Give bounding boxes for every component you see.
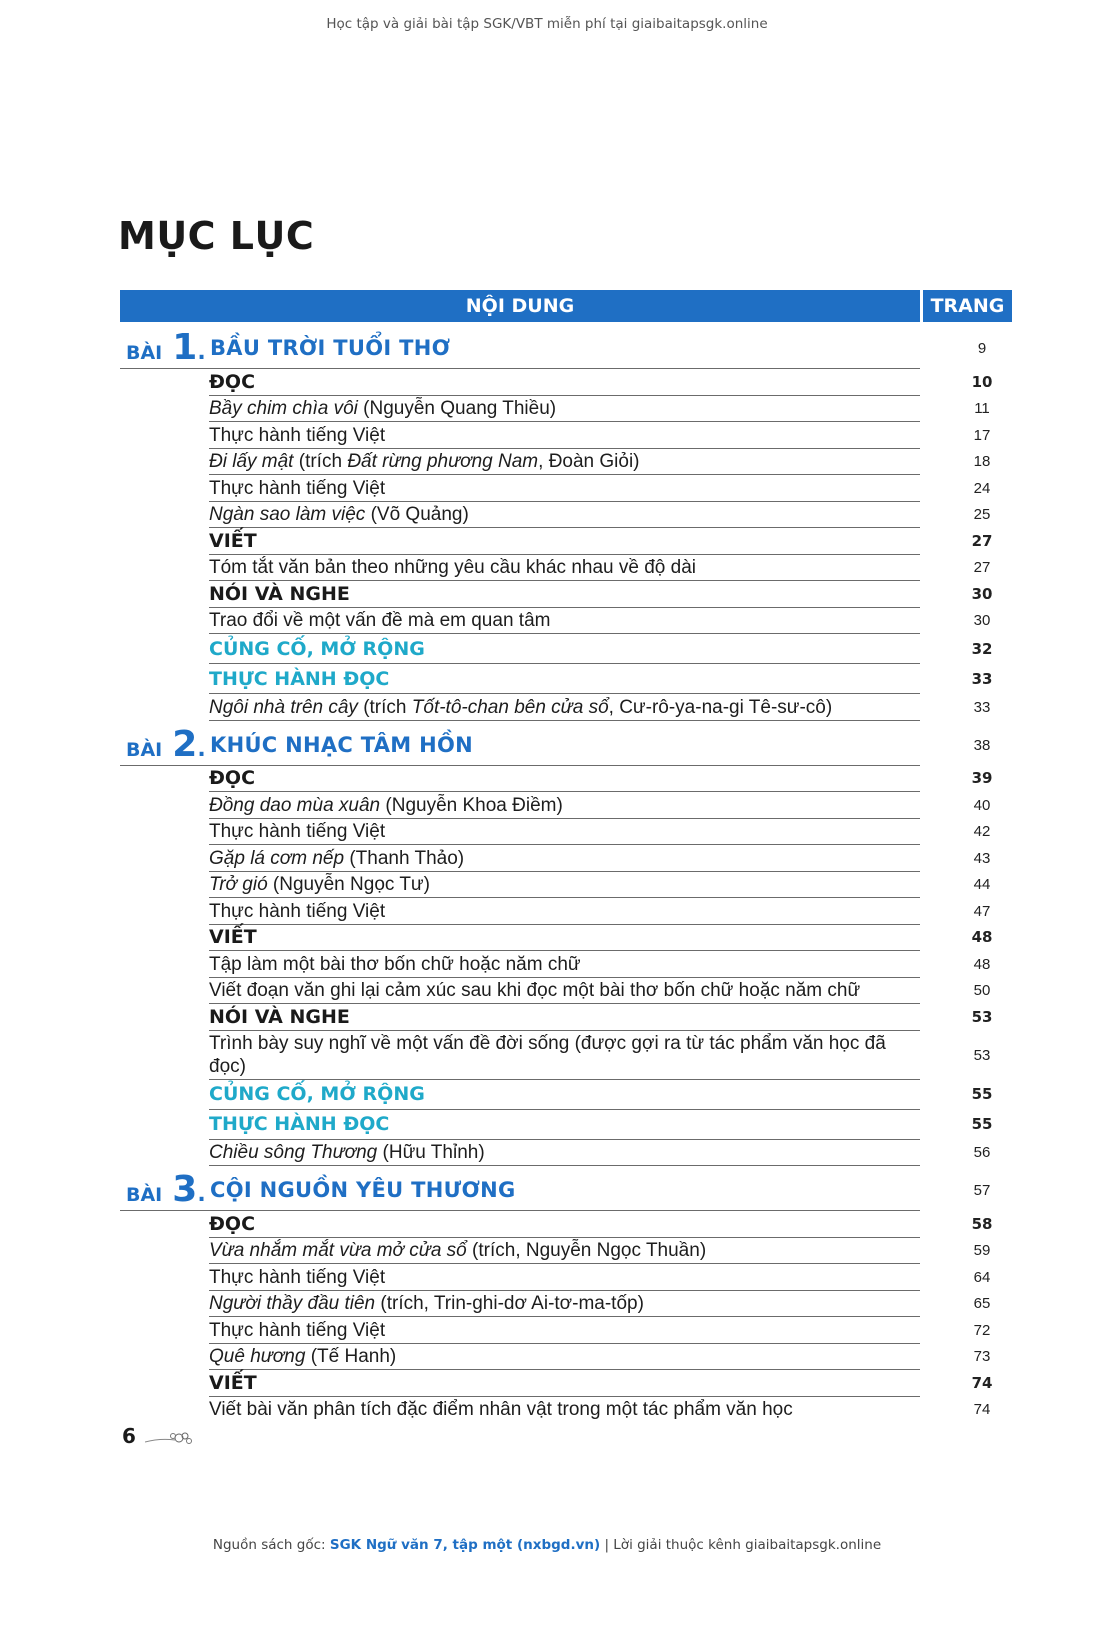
page-ref: 44 — [973, 876, 991, 894]
page-ref: 27 — [973, 559, 991, 577]
lesson-word: BÀI — [126, 1184, 163, 1206]
toc-item-row[interactable] — [209, 608, 991, 635]
item-detail-secondary: , Cư-rô-ya-na-gi Tê-sư-cô) — [608, 696, 833, 718]
item-detail-secondary: , Đoàn Giỏi) — [538, 451, 640, 473]
lesson-label: BÀI 2 . — [120, 727, 210, 763]
page-ref: 57 — [973, 1182, 991, 1199]
item-text — [209, 1266, 385, 1289]
page-ref: 55 — [971, 1115, 993, 1133]
lesson-number: 1 — [172, 327, 198, 368]
item-detail: (Nguyễn Ngọc Tư) — [267, 874, 430, 896]
page-column-header: TRANG — [923, 290, 1012, 322]
lesson-heading[interactable] — [120, 327, 987, 369]
item-detail: (trích, Trin-ghi-dơ Ai-tơ-ma-tốp) — [375, 1293, 644, 1315]
item-text — [209, 424, 385, 447]
page-ref: 56 — [973, 1144, 991, 1162]
work-title: Bầy chim chìa vôi — [209, 398, 358, 420]
lesson-label: BÀI 3 . — [120, 1172, 210, 1208]
toc-section-row[interactable] — [209, 1370, 993, 1397]
page-ref: 50 — [973, 982, 991, 1000]
toc-item-row[interactable] — [209, 555, 991, 582]
item-text — [209, 1292, 644, 1315]
page-ref: 72 — [973, 1321, 991, 1339]
section-label: VIẾT — [209, 926, 257, 949]
item-detail: Thực hành tiếng Việt — [209, 821, 386, 843]
section-label: ĐỌC — [209, 767, 256, 790]
lesson-title: CỘI NGUỒN YÊU THƯƠNG — [210, 1178, 516, 1202]
page-ref: 48 — [971, 928, 993, 947]
page-ref: 47 — [973, 902, 991, 920]
item-text — [209, 794, 563, 817]
page-ref: 11 — [974, 400, 990, 418]
toc-section-row[interactable] — [209, 766, 993, 793]
item-detail: (trích — [357, 696, 412, 718]
item-text — [209, 1398, 793, 1421]
work-title-secondary: Tốt-tô-chan bên cửa sổ — [411, 696, 609, 718]
item-detail: (Nguyễn Khoa Điềm) — [380, 794, 563, 816]
item-text — [209, 979, 860, 1002]
page-ref: 64 — [973, 1268, 991, 1286]
item-text — [209, 503, 469, 526]
toc-accent-row[interactable] — [209, 1080, 993, 1110]
item-detail: Thực hành tiếng Việt — [209, 1319, 386, 1341]
item-text — [209, 847, 464, 870]
footer-suffix: | Lời giải thuộc kênh giaibaitapsgk.online — [600, 1537, 882, 1553]
section-label: VIẾT — [209, 1371, 257, 1394]
page-ref: 74 — [971, 1373, 993, 1392]
item-detail: (Nguyễn Quang Thiều) — [357, 398, 557, 420]
page-ref: 9 — [977, 340, 987, 357]
accent-label: CỦNG CỐ, MỞ RỘNG — [209, 1083, 425, 1105]
toc-item-row[interactable] — [209, 1317, 991, 1344]
page-ref: 33 — [971, 669, 993, 688]
toc-item-row[interactable] — [209, 449, 991, 476]
item-text — [209, 900, 385, 923]
header-note[interactable]: Học tập và giải bài tập SGK/VBT miễn phí tại giaibaitapsgk.online — [326, 16, 768, 32]
lesson-label: BÀI 1 . — [120, 330, 210, 366]
item-detail: (trích — [293, 451, 348, 473]
toc-section-row[interactable] — [209, 581, 993, 608]
lesson-title: BẦU TRỜI TUỔI THƠ — [210, 336, 451, 360]
work-title: Ngàn sao làm việc — [209, 504, 366, 526]
section-label: ĐỌC — [209, 1212, 256, 1235]
page-ref: 74 — [973, 1401, 991, 1419]
page-ref: 40 — [973, 796, 991, 814]
content-column-header: NỘI DUNG — [120, 290, 920, 322]
page-ref: 53 — [971, 1007, 993, 1026]
accent-label: THỰC HÀNH ĐỌC — [209, 1113, 390, 1135]
flower-ornament-icon — [145, 1428, 195, 1448]
table-of-contents — [120, 328, 1012, 1422]
footer-prefix: Nguồn sách gốc: — [212, 1537, 330, 1553]
item-detail: Tập làm một bài thơ bốn chữ hoặc năm chữ — [209, 953, 581, 975]
toc-section-row[interactable] — [209, 1211, 993, 1238]
item-text — [209, 556, 696, 579]
toc-accent-row[interactable] — [209, 1110, 993, 1140]
page-ref: 10 — [971, 372, 993, 391]
item-text — [209, 873, 430, 896]
toc-section-row[interactable] — [209, 528, 993, 555]
toc-item-row[interactable] — [209, 845, 991, 872]
page-ref: 38 — [973, 736, 991, 754]
item-detail: (Võ Quảng) — [365, 504, 469, 526]
lesson-heading[interactable] — [120, 1169, 991, 1211]
item-text — [209, 477, 385, 500]
page-ref: 27 — [971, 531, 993, 550]
toc-section-row[interactable] — [209, 1004, 993, 1031]
page-ref: 48 — [973, 955, 991, 973]
toc-item-row[interactable] — [209, 694, 991, 721]
work-title: Gặp lá cơm nếp — [209, 847, 345, 869]
item-text — [209, 696, 832, 719]
source-link[interactable]: SGK Ngữ văn 7, tập một (nxbgd.vn) — [329, 1537, 601, 1553]
item-detail: Trình bày suy nghĩ về một vấn đề đời sống (được gợi ra từ tác phẩm văn học đã đọc) — [209, 1033, 886, 1077]
item-text — [209, 953, 581, 976]
page-ref: 33 — [973, 698, 991, 716]
item-text — [209, 450, 640, 473]
toc-item-row[interactable] — [209, 898, 991, 925]
toc-item-row[interactable] — [209, 1397, 991, 1423]
item-detail: (trích, Nguyễn Ngọc Thuần) — [466, 1240, 707, 1262]
accent-label: THỰC HÀNH ĐỌC — [209, 667, 390, 690]
toc-item-row[interactable] — [209, 422, 991, 449]
toc-item-row[interactable] — [209, 951, 991, 978]
page-title: MỤC LỤC — [118, 214, 315, 258]
work-title: Đồng dao mùa xuân — [209, 794, 381, 816]
work-title-secondary: Đất rừng phương Nam — [347, 451, 539, 473]
toc-item-row[interactable] — [209, 1238, 991, 1265]
item-detail: Thực hành tiếng Việt — [209, 900, 386, 922]
page-number: 6 — [122, 1424, 136, 1448]
section-label: VIẾT — [209, 529, 257, 552]
work-title: Người thầy đầu tiên — [209, 1293, 376, 1315]
page-ref: 30 — [971, 584, 993, 603]
item-detail: (Tế Hanh) — [305, 1346, 397, 1368]
lesson-number: 2 — [172, 723, 198, 765]
page-ref: 42 — [973, 823, 991, 841]
item-text — [209, 1141, 485, 1164]
item-detail: Thực hành tiếng Việt — [209, 1266, 386, 1288]
page-ref: 65 — [973, 1295, 991, 1313]
toc-accent-row[interactable] — [209, 634, 993, 664]
lesson-word: BÀI — [126, 342, 163, 364]
lesson-word: BÀI — [126, 738, 163, 761]
page-ref: 73 — [973, 1348, 991, 1366]
page-ref: 58 — [971, 1214, 993, 1233]
page-ref: 53 — [973, 1046, 991, 1064]
page-ref: 25 — [973, 506, 991, 524]
item-text — [209, 1345, 396, 1368]
footer-note[interactable] — [0, 1537, 1094, 1553]
item-detail: Tóm tắt văn bản theo những yêu cầu khác nhau về độ dài — [209, 557, 696, 579]
toc-item-row[interactable] — [209, 1291, 991, 1318]
item-detail: Thực hành tiếng Việt — [209, 424, 386, 446]
accent-label: CỦNG CỐ, MỞ RỘNG — [209, 637, 425, 660]
work-title: Quê hương — [209, 1346, 306, 1368]
item-text — [209, 609, 550, 632]
item-detail: Trao đổi về một vấn đề mà em quan tâm — [209, 610, 551, 632]
item-text — [209, 1239, 706, 1262]
lesson-number: 3 — [172, 1169, 198, 1210]
item-text — [209, 820, 385, 843]
page-ref: 18 — [973, 453, 991, 471]
page-ref: 17 — [973, 426, 991, 444]
item-text — [209, 397, 556, 420]
work-title: Ngôi nhà trên cây — [209, 696, 358, 718]
page-ref: 39 — [971, 769, 993, 788]
toc-item-row[interactable] — [209, 1140, 991, 1167]
work-title: Chiều sông Thương — [209, 1142, 378, 1164]
toc-item-row[interactable] — [209, 396, 990, 423]
item-text — [209, 1319, 385, 1342]
toc-item-row[interactable] — [209, 1344, 991, 1371]
item-detail: Viết đoạn văn ghi lại cảm xúc sau khi đọc một bài thơ bốn chữ hoặc năm chữ — [209, 980, 861, 1002]
toc-section-row[interactable] — [209, 925, 993, 952]
toc-section-row[interactable] — [209, 369, 993, 396]
item-detail: Viết bài văn phân tích đặc điểm nhân vật trong một tác phẩm văn học — [209, 1399, 793, 1421]
toc-item-row[interactable] — [209, 1264, 991, 1291]
page-ref: 59 — [973, 1242, 991, 1260]
toc-table-header — [120, 290, 1012, 322]
item-detail: (Hữu Thỉnh) — [377, 1142, 485, 1164]
toc-item-row[interactable] — [209, 1031, 991, 1080]
work-title: Vừa nhắm mắt vừa mở cửa sổ — [209, 1240, 467, 1262]
page-ref: 43 — [973, 849, 991, 867]
toc-item-row[interactable] — [209, 475, 991, 502]
item-detail: Thực hành tiếng Việt — [209, 477, 386, 499]
toc-item-row[interactable] — [209, 502, 991, 529]
toc-accent-row[interactable] — [209, 664, 993, 694]
toc-item-row[interactable] — [209, 819, 991, 846]
toc-item-row[interactable] — [209, 978, 991, 1005]
toc-item-row[interactable] — [209, 872, 991, 899]
section-label: NÓI VÀ NGHE — [209, 582, 350, 605]
lesson-title: KHÚC NHẠC TÂM HỒN — [210, 732, 474, 757]
section-label: NÓI VÀ NGHE — [209, 1005, 350, 1028]
work-title: Đi lấy mật — [209, 451, 294, 473]
work-title: Trở gió — [209, 874, 268, 896]
item-detail: (Thanh Thảo) — [344, 847, 465, 869]
page-ref: 24 — [973, 479, 991, 497]
toc-item-row[interactable] — [209, 792, 991, 819]
page-ref: 30 — [973, 612, 991, 630]
page-ref: 32 — [971, 639, 993, 658]
lesson-heading[interactable] — [120, 723, 991, 766]
page-ref: 55 — [971, 1085, 993, 1103]
section-label: ĐỌC — [209, 370, 256, 393]
item-text — [209, 1032, 920, 1078]
